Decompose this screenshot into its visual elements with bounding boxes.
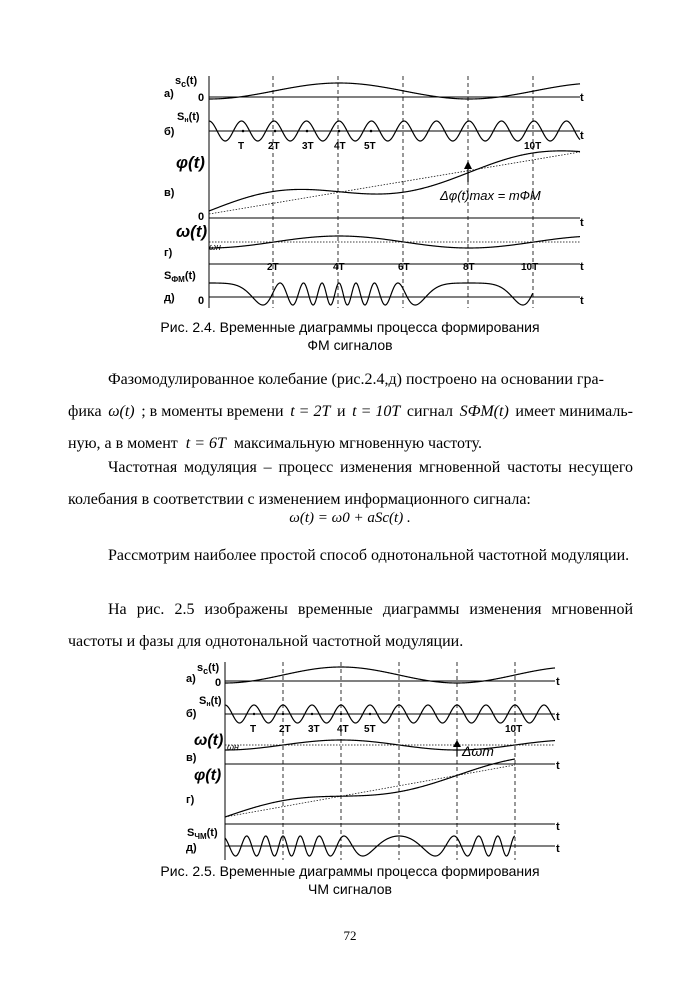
figure-2-5	[175, 655, 595, 860]
fig1-tick-g-1: 2T	[267, 262, 279, 273]
fig1-t-a: t	[580, 92, 584, 104]
fig2-tick-b-1: T	[250, 724, 257, 735]
fig2-letter-b: б)	[186, 708, 197, 720]
fig1-letter-v: в)	[164, 187, 175, 199]
fig1-dot-3	[306, 130, 309, 133]
p1-line-b	[68, 396, 633, 428]
p1-b4: t = 2T	[290, 403, 331, 420]
fig2-sn-label: Sн(t)	[199, 695, 222, 708]
fig2-arrow-head	[453, 740, 461, 747]
fig1-tick-g-4: 8T	[463, 262, 475, 273]
fig2-omega-n: ωн	[227, 742, 239, 752]
fig1-zero-a: 0	[198, 92, 205, 104]
formula: ω(t) = ω0 + aSc(t) .	[289, 510, 411, 526]
fig1-tick-g-5: 10T	[521, 262, 539, 273]
fig2-dot-1	[253, 713, 255, 715]
p1-b8: SФМ(t)	[459, 403, 509, 420]
fig1-t-d: t	[580, 295, 584, 307]
figure-2-4	[160, 68, 600, 318]
fig2-caption-line1: Рис. 2.5. Временные диаграммы процесса формирования	[160, 863, 540, 879]
fig2-dot-3	[311, 713, 313, 715]
fig2-tick-b-5: 5T	[364, 724, 376, 735]
fig2-letter-d: д)	[186, 842, 197, 854]
fig2-t-b: t	[556, 711, 560, 723]
fig2-dot-5	[369, 713, 371, 715]
fig1-dot-4	[338, 130, 341, 133]
fig2-t-v: t	[556, 760, 560, 772]
p1-c1: ную, а в момент	[68, 435, 178, 452]
fig1-tick-b-2: 2T	[268, 141, 280, 152]
fig2-sc-label: $s_c(t)$	[197, 662, 220, 676]
fig2-omega-label: ω(t)	[194, 732, 224, 749]
fig2-tick-b-2: 2T	[279, 724, 291, 735]
fig1-dot-5	[370, 130, 373, 133]
fig2-tick-b-4: 4T	[337, 724, 349, 735]
fig1-tick-b-4: 4T	[334, 141, 346, 152]
fig2-annotation: Δωm	[462, 743, 494, 759]
p1-c2: t = 6T	[185, 435, 226, 452]
fig2-tick-b-3: 3T	[308, 724, 320, 735]
fig1-zero-d: 0	[198, 295, 205, 307]
fig1-curve-phi-ref	[209, 152, 580, 214]
fig2-schm-label: $S_{ЧМ}(t)$	[187, 827, 218, 841]
fig1-curve-sfm	[209, 283, 533, 305]
fig2-caption-line2: ЧМ сигналов	[308, 881, 392, 897]
p1-b6: t = 10T	[352, 403, 401, 420]
fig1-tick-b-3: 3T	[302, 141, 314, 152]
fig2-phi-label: φ(t)	[194, 767, 222, 784]
p1-b9: имеет минималь-	[515, 403, 633, 420]
page-number: 72	[343, 928, 357, 943]
fig1-delta-phi-arrow	[439, 161, 541, 203]
fig1-arrow-head	[464, 161, 472, 169]
fig1-tick-g-3: 6T	[398, 262, 410, 273]
p1-b7: сигнал	[406, 403, 453, 420]
fig2-letter-g: г)	[186, 794, 195, 806]
fig1-t-b: t	[580, 130, 584, 142]
fig1-zero-v: 0	[198, 211, 205, 223]
paragraph-2: Частотная модуляция – процесс изменения мгновенной частоты несущего колебания в соответствии с изменением информационного сигнала:	[68, 459, 633, 508]
fig1-phi-label: φ(t)	[176, 153, 205, 172]
p1-c3: максимальную мгновенную частоту.	[233, 435, 483, 452]
fig1-tick-b-5: 5T	[364, 141, 376, 152]
paragraph-1	[68, 364, 633, 460]
fig1-letter-g: г)	[164, 247, 173, 259]
fig2-zero-a: 0	[215, 677, 222, 689]
fig2-curve-phi	[225, 759, 515, 817]
fig1-sn-label: Sн(t)	[177, 111, 200, 124]
fig1-caption-line2: ФМ сигналов	[307, 337, 393, 353]
fig2-dot-4	[340, 713, 342, 715]
p1-b2: ω(t)	[108, 403, 135, 420]
fig1-t-v: t	[580, 217, 584, 229]
p1-line-a: Фазомодулированное колебание (рис.2.4,д) построено на основании гра-	[108, 371, 604, 388]
fig1-tick-g-2: 4T	[333, 262, 345, 273]
p1-b1: фика	[68, 403, 102, 420]
fig1-sc-label: $s_c(t)$	[175, 75, 198, 89]
fig2-t-d: t	[556, 843, 560, 855]
fig1-letter-d: д)	[164, 292, 175, 304]
fig1-sfm-label: $S_{ФМ}(t)$	[164, 270, 196, 284]
fig1-omega-label: ω(t)	[176, 222, 208, 241]
fig1-dot-2	[274, 130, 277, 133]
paragraph-4: На рис. 2.5 изображены временные диаграммы изменения мгновенной частоты и фазы для однотональной частотной модуляции.	[68, 601, 633, 650]
fig2-curve-phi-ref	[225, 765, 515, 817]
fig1-annotation: Δφ(t)max = mФМ	[440, 188, 541, 203]
fig1-tick-b-1: T	[238, 141, 245, 152]
fig2-letter-a: а)	[186, 673, 196, 685]
p1-b5: и	[336, 403, 346, 420]
fig1-ticks-b	[238, 141, 541, 152]
fig2-letter-v: в)	[186, 752, 197, 764]
fig1-letter-a: а)	[164, 88, 174, 100]
fig2-tick-b-10: 10T	[505, 724, 523, 735]
fig2-dot-2	[282, 713, 284, 715]
fig1-tick-b-10: 10T	[524, 141, 542, 152]
p1-b3: ; в моменты времени	[141, 403, 284, 420]
fig1-t-g: t	[580, 261, 584, 273]
fig1-letter-b: б)	[164, 126, 175, 138]
fig2-t-labels	[556, 676, 560, 855]
paragraph-3: Рассмотрим наиболее простой способ однотональной частотной модуляции.	[108, 547, 630, 564]
fig2-row-labels	[186, 662, 239, 854]
fig1-t-labels	[580, 92, 584, 307]
fig2-t-g: t	[556, 821, 560, 833]
fig1-caption-line1: Рис. 2.4. Временные диаграммы процесса формирования	[160, 319, 540, 335]
fig2-gridlines	[283, 662, 515, 860]
fig1-omega-n: ωн	[209, 242, 221, 252]
fig2-t-a: t	[556, 676, 560, 688]
fig1-row-labels	[164, 75, 221, 307]
fig1-dot-1	[242, 130, 245, 133]
fig2-ticks-b	[250, 724, 522, 735]
